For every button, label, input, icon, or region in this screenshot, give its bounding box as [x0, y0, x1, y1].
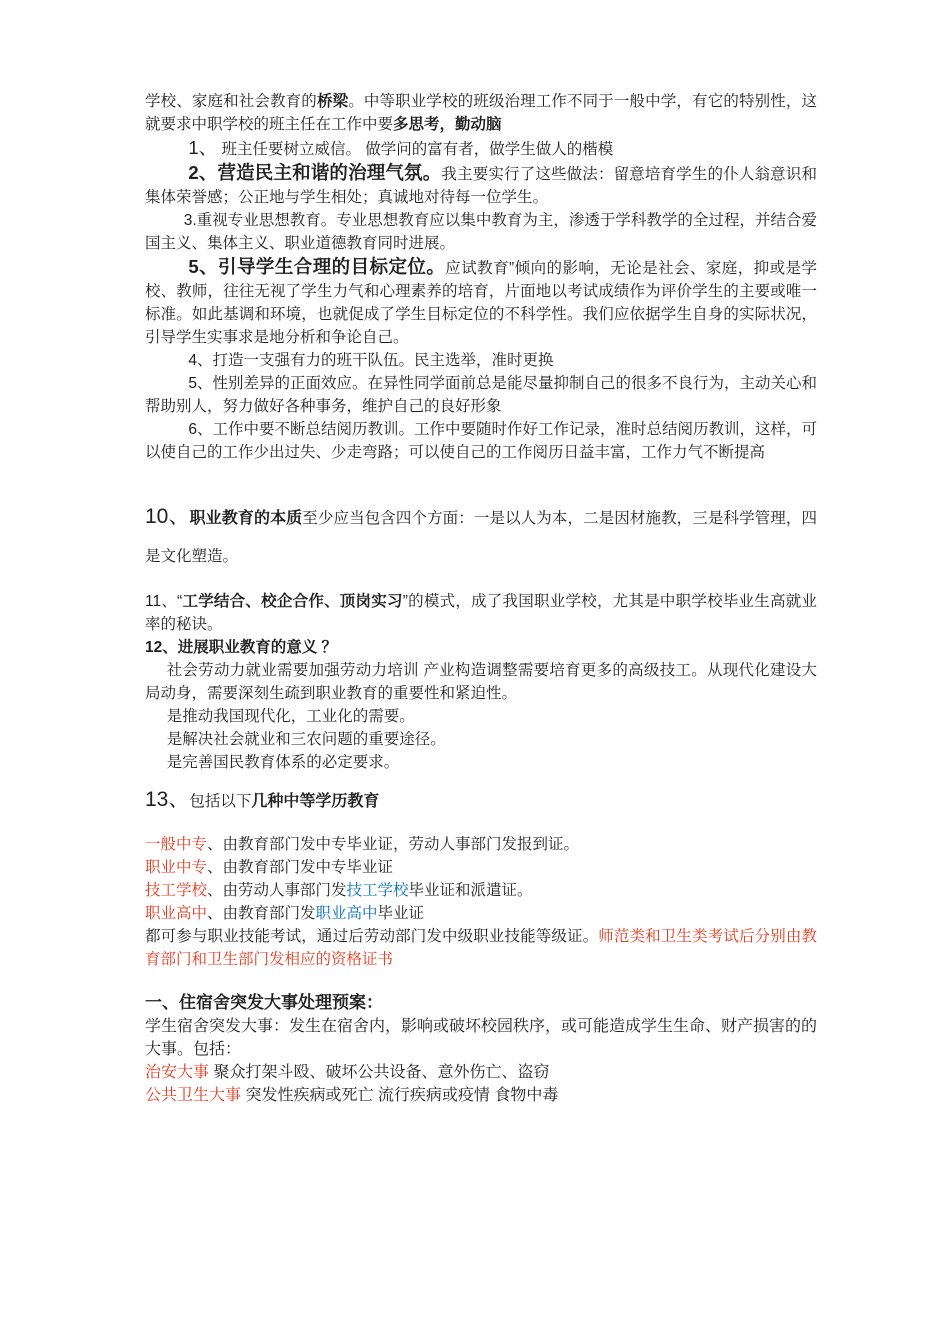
- text-run: 包括以下: [189, 793, 252, 810]
- paragraph-degree-2: [145, 856, 817, 879]
- paragraph-section-body: [145, 1015, 817, 1061]
- text-run: 应试教育”倾向的影响，无论是社会、家庭，抑或是学校、教师，往往无视了学生力气和心理素养的培育，片面地以考试成绩作为评价学生的主要或唯一标准。如此基调和环境，也就促成了学生目标定位的不科学性。我们应依据学生自身的实际状况，引导学生实事求是地分析和争论自己。: [145, 260, 817, 346]
- paragraph-item-6: [145, 418, 817, 464]
- red-text-run: 职业中专: [145, 859, 208, 876]
- text-run: 至少应当包含四个方面：一是以人为本，二是因材施教，三是科学管理，四是文化塑造。: [145, 510, 817, 565]
- paragraph-12-point-1: [145, 705, 817, 728]
- text-run: 毕业证和派遣证。: [408, 882, 533, 899]
- red-text-run: 治安大事: [145, 1064, 210, 1081]
- text-run: 5、性别差异的正面效应。在异性同学面前总是能尽量抑制自己的很多不良行为，主动关心和帮助别人，努力做好各种事务，维护自己的良好形象: [145, 375, 818, 415]
- paragraph-section-heading: [145, 991, 817, 1015]
- paragraph-item-4: [145, 349, 817, 372]
- red-text-run: 职业高中: [145, 905, 208, 922]
- paragraph-12-point-3: [145, 751, 817, 774]
- red-text-run: 一般中专: [145, 836, 208, 853]
- text-run: 我主要实行了这些做法：留意培育学生的仆人翁意识和集体荣誉感；公正地与学生相处；真诚地对待每一位学生。: [145, 166, 817, 206]
- red-text-run: 公共卫生大事: [145, 1087, 242, 1104]
- paragraph-item-5a: [145, 255, 817, 349]
- paragraph-item-1: [145, 136, 817, 161]
- red-text-run: 技工学校: [145, 882, 208, 899]
- paragraph-item-3: [145, 209, 817, 255]
- text-run: 职业教育的本质: [189, 510, 303, 527]
- text-run: 是解决社会就业和三农问题的重要途径。: [166, 731, 446, 748]
- paragraph-degree-4: [145, 902, 817, 925]
- text-run: 聚众打架斗殴、破坏公共设备、意外伤亡、盗窃: [209, 1064, 550, 1081]
- red-text-run: 师范类和卫生类考试后分别由教育部门和卫生部门发相应的资格证书: [145, 928, 817, 968]
- text-run: 突发性疾病或死亡 流行疾病或疫情 食物中毒: [241, 1087, 559, 1104]
- paragraph-item-2: [145, 161, 817, 209]
- text-run: 社会劳动力就业需要加强劳动力培训 产业构造调整需要培育更多的高级技工。从现代化建设大局动身，需要深刻生疏到职业教育的重要性和紧迫性。: [145, 662, 817, 702]
- text-run: 是完善国民教育体系的必定要求。: [166, 754, 400, 771]
- paragraph-13: [145, 788, 817, 813]
- paragraph-10: [145, 498, 817, 576]
- paragraph-degree-1: [145, 833, 817, 856]
- text-run: 、由教育部门发中专毕业证: [207, 859, 394, 876]
- text-run: 工学结合、校企合作、顶岗实习: [182, 593, 403, 610]
- text-run: ”的模式，成了我国职业学校，尤其是中职学校毕业生高就业率的秘诀。: [145, 593, 817, 633]
- paragraph-11: [145, 590, 817, 636]
- text-run: 10、: [145, 505, 190, 528]
- text-run: 13、: [145, 788, 190, 811]
- paragraph-degree-3: [145, 879, 817, 902]
- text-run: 3.重视专业思想教育。专业思想教育应以集中教育为主，渗透于学科教学的全过程，并结合爱国主义、集体主义、职业道德教育同时进展。: [145, 212, 817, 252]
- text-run: 4、打造一支强有力的班干队伍。民主选举，准时更换: [188, 352, 554, 369]
- text-run: 、由劳动人事部门发: [207, 882, 347, 899]
- text-run: 2、营造民主和谐的治理气氛。: [188, 162, 442, 183]
- text-run: 5、引导学生合理的目标定位。: [188, 256, 446, 277]
- text-run: 班主任要树立威信。 做学问的富有者，做学生做人的楷模: [217, 141, 614, 158]
- paragraph-12: [145, 636, 817, 659]
- text-run: 毕业证: [377, 905, 425, 922]
- text-run: 学生宿舍突发大事：发生在宿舍内，影响或破坏校园秩序，或可能造成学生生命、财产损害的的大事。包括：: [145, 1018, 818, 1058]
- text-run: 6、工作中要不断总结阅历教训。工作中要随时作好工作记录，准时总结阅历教训，这样，可以使自己的工作少出过失、少走弯路；可以使自己的工作阅历日益丰富，工作力气不断提高: [145, 421, 818, 461]
- paragraph-intro: [145, 90, 817, 136]
- text-run: 桥梁: [316, 93, 349, 110]
- text-run: 、由教育部门发中专毕业证，劳动人事部门发报到证。: [207, 836, 580, 853]
- text-run: 、由教育部门发: [207, 905, 316, 922]
- text-run: 12、进展职业教育的意义 ？: [145, 639, 338, 656]
- text-run: 1、: [188, 137, 218, 158]
- text-run: 是推动我国现代化，工业化的需要。: [166, 708, 415, 725]
- text-run: 一、住宿舍突发大事处理预案：: [145, 993, 383, 1012]
- paragraph-12-body: [145, 659, 817, 705]
- paragraph-item-5b: [145, 372, 817, 418]
- blue-text-run: 职业高中: [315, 905, 378, 922]
- paragraph-degree-note: [145, 925, 817, 971]
- text-run: 。中等职业学校的班级治理工作不同于一般中学，有它的特别性，这就要求中职学校的班主任在工作中要: [145, 93, 817, 133]
- blue-text-run: 技工学校: [346, 882, 409, 899]
- text-run: 学校、家庭和社会教育的: [145, 93, 317, 110]
- text-run: 都可参与职业技能考试，通过后劳动部门发中级职业技能等级证。: [145, 928, 599, 945]
- text-run: 11、“: [145, 593, 183, 610]
- paragraph-12-point-2: [145, 728, 817, 751]
- paragraph-event-type-2: [145, 1084, 817, 1107]
- paragraph-event-type-1: [145, 1061, 817, 1084]
- text-run: 几种中等学历教育: [251, 793, 380, 810]
- text-run: 多思考，勤动脑: [393, 116, 502, 133]
- document-content: [145, 90, 817, 1107]
